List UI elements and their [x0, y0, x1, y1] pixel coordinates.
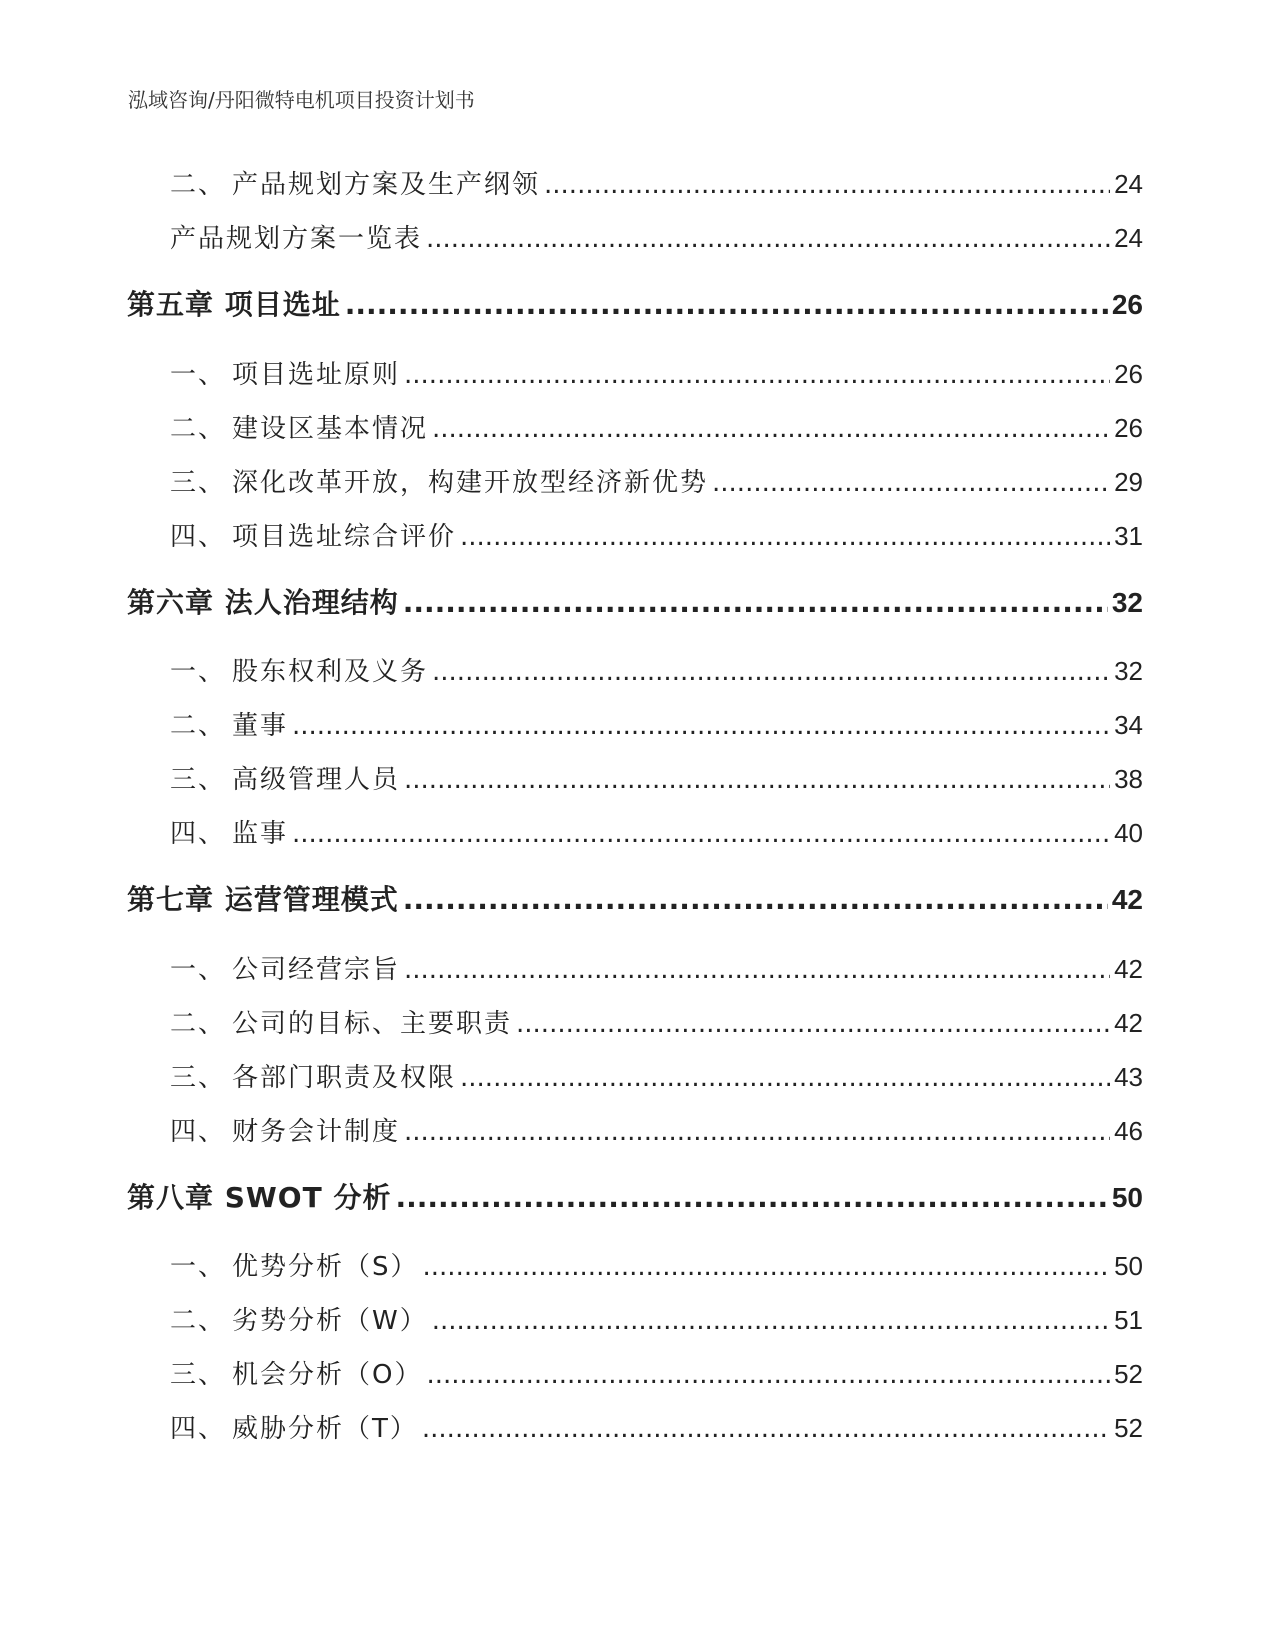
- toc-entry-number: 二、: [170, 1306, 227, 1336]
- toc-chapter-entry[interactable]: [127, 581, 1143, 621]
- toc-dot-leader: [403, 586, 1108, 619]
- toc-entry-title: 威胁分析（T）: [232, 1414, 418, 1444]
- toc-entry-title: 产品规划方案一览表: [170, 224, 423, 254]
- toc-entry-title: 财务会计制度: [232, 1117, 401, 1147]
- toc-entry-title: 第六章 法人治理结构: [127, 586, 399, 619]
- toc-entry-title: 机会分析（O）: [232, 1360, 423, 1390]
- toc-entry-number: 三、: [170, 765, 227, 795]
- toc-page-number: 52: [1114, 1413, 1143, 1443]
- toc-page-number: 50: [1114, 1251, 1143, 1281]
- toc-page-number: 26: [1111, 289, 1143, 320]
- toc-dot-leader: [345, 288, 1108, 321]
- toc-entry-number: 三、: [170, 1063, 227, 1093]
- toc-dot-leader: [460, 522, 1110, 552]
- toc-entry-title: 项目选址原则: [232, 360, 401, 390]
- toc-entry-title: 监事: [232, 819, 289, 849]
- toc-entry-title: 高级管理人员: [232, 765, 401, 795]
- toc-entry-number: 四、: [170, 522, 227, 552]
- toc-dot-leader: [432, 657, 1110, 687]
- toc-entry-number: 一、: [170, 360, 227, 390]
- toc-dot-leader: [426, 224, 1110, 254]
- toc-dot-leader: [404, 1117, 1110, 1147]
- toc-entry-number: 三、: [170, 1360, 227, 1390]
- toc-section-entry[interactable]: [170, 813, 1143, 850]
- toc-page-number: 43: [1114, 1062, 1143, 1092]
- toc-section-entry[interactable]: [170, 705, 1143, 742]
- toc-entry-title: 第八章 SWOT 分析: [127, 1181, 392, 1214]
- toc-page-number: 52: [1114, 1359, 1143, 1389]
- toc-chapter-entry[interactable]: [127, 1176, 1143, 1216]
- toc-page-number: 24: [1114, 223, 1143, 253]
- toc-page-number: 51: [1114, 1305, 1143, 1335]
- toc-page-number: 50: [1111, 1182, 1143, 1213]
- toc-section-entry[interactable]: [170, 651, 1143, 688]
- toc-entry-number: 二、: [170, 414, 227, 444]
- toc-entry-number: 一、: [170, 1252, 227, 1282]
- toc-section-entry[interactable]: [170, 218, 1143, 255]
- toc-entry-title: 公司的目标、主要职责: [232, 1009, 513, 1039]
- toc-dot-leader: [404, 360, 1110, 390]
- toc-page-number: 40: [1114, 818, 1143, 848]
- toc-page-number: 46: [1114, 1116, 1143, 1146]
- toc-entry-title: 各部门职责及权限: [232, 1063, 457, 1093]
- toc-entry-number: 二、: [170, 170, 227, 200]
- toc-entry-title: 深化改革开放，构建开放型经济新优势: [232, 468, 709, 498]
- toc-entry-title: 第七章 运营管理模式: [127, 883, 399, 916]
- toc-dot-leader: [544, 170, 1110, 200]
- toc-dot-leader: [432, 1306, 1110, 1336]
- toc-chapter-entry[interactable]: [127, 878, 1143, 918]
- toc-entry-number: 三、: [170, 468, 227, 498]
- toc-entry-title: 项目选址综合评价: [232, 522, 457, 552]
- toc-entry-number: 四、: [170, 1414, 227, 1444]
- toc-page-number: 24: [1114, 169, 1143, 199]
- toc-section-entry[interactable]: [170, 1354, 1143, 1391]
- document-header: 泓域咨询/丹阳微特电机项目投资计划书: [128, 88, 475, 112]
- toc-section-entry[interactable]: [170, 949, 1143, 986]
- toc-entry-number: 一、: [170, 657, 227, 687]
- toc-entry-title: 劣势分析（W）: [232, 1306, 428, 1336]
- toc-entry-title: 公司经营宗旨: [232, 955, 401, 985]
- toc-entry-title: 第五章 项目选址: [127, 288, 341, 321]
- toc-section-entry[interactable]: [170, 164, 1143, 201]
- toc-entry-title: 优势分析（S）: [232, 1252, 419, 1282]
- toc-entry-title: 产品规划方案及生产纲领: [232, 170, 541, 200]
- toc-dot-leader: [403, 883, 1108, 916]
- toc-dot-leader: [404, 955, 1110, 985]
- toc-dot-leader: [292, 819, 1110, 849]
- toc-page-number: 42: [1114, 954, 1143, 984]
- toc-page-number: 26: [1114, 359, 1143, 389]
- toc-section-entry[interactable]: [170, 759, 1143, 796]
- toc-section-entry[interactable]: [170, 1246, 1143, 1283]
- toc-section-entry[interactable]: [170, 1300, 1143, 1337]
- toc-page-number: 32: [1111, 587, 1143, 618]
- toc-page-number: 31: [1114, 521, 1143, 551]
- toc-dot-leader: [292, 711, 1110, 741]
- toc-section-entry[interactable]: [170, 1057, 1143, 1094]
- toc-page-number: 26: [1114, 413, 1143, 443]
- toc-page-number: 34: [1114, 710, 1143, 740]
- toc-dot-leader: [395, 1181, 1107, 1214]
- toc-dot-leader: [460, 1063, 1110, 1093]
- toc-section-entry[interactable]: [170, 354, 1143, 391]
- toc-entry-number: 一、: [170, 955, 227, 985]
- toc-page-number: 42: [1114, 1008, 1143, 1038]
- toc-page-number: 32: [1114, 656, 1143, 686]
- toc-page-number: 42: [1111, 884, 1143, 915]
- toc-dot-leader: [426, 1360, 1110, 1390]
- toc-dot-leader: [422, 1414, 1110, 1444]
- toc-section-entry[interactable]: [170, 1003, 1143, 1040]
- toc-page-number: 38: [1114, 764, 1143, 794]
- toc-dot-leader: [404, 765, 1110, 795]
- toc-entry-number: 二、: [170, 711, 227, 741]
- toc-entry-title: 建设区基本情况: [232, 414, 429, 444]
- toc-dot-leader: [712, 468, 1110, 498]
- toc-page-number: 29: [1114, 467, 1143, 497]
- toc-dot-leader: [516, 1009, 1110, 1039]
- toc-section-entry[interactable]: [170, 1408, 1143, 1445]
- toc-entry-number: 二、: [170, 1009, 227, 1039]
- toc-section-entry[interactable]: [170, 1111, 1143, 1148]
- toc-dot-leader: [423, 1252, 1111, 1282]
- toc-entry-number: 四、: [170, 1117, 227, 1147]
- toc-dot-leader: [432, 414, 1110, 444]
- toc-section-entry[interactable]: [170, 462, 1143, 499]
- toc-section-entry[interactable]: [170, 408, 1143, 445]
- toc-chapter-entry[interactable]: [127, 283, 1143, 323]
- toc-entry-number: 四、: [170, 819, 227, 849]
- toc-entry-title: 董事: [232, 711, 289, 741]
- toc-section-entry[interactable]: [170, 516, 1143, 553]
- toc-entry-title: 股东权利及义务: [232, 657, 429, 687]
